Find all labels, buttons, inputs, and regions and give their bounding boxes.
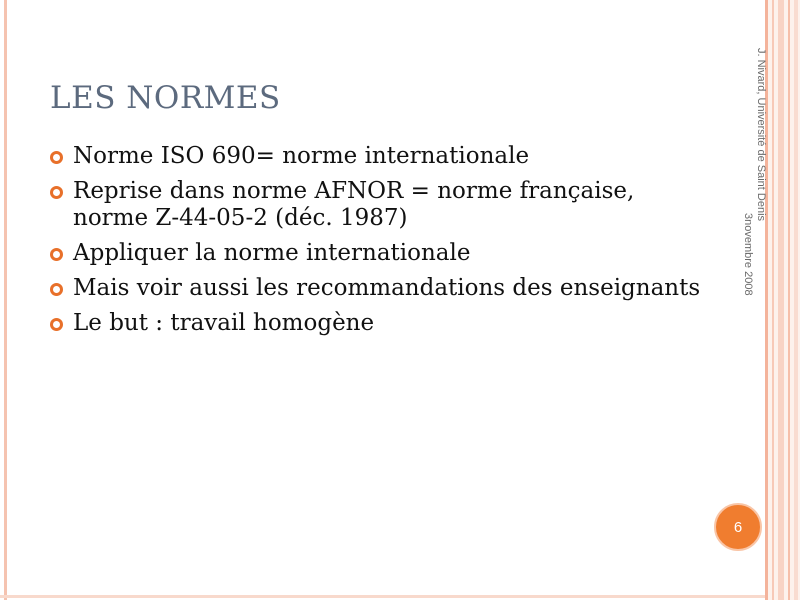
bullet-item — [50, 240, 710, 267]
hollow-circle-bullet-icon — [50, 283, 63, 296]
bullet-item — [50, 310, 710, 337]
bullet-item — [50, 178, 710, 232]
hollow-circle-bullet-icon — [50, 151, 63, 164]
bullet-list — [50, 143, 710, 345]
bullet-text: Appliquer la norme internationale — [73, 240, 471, 266]
hollow-circle-bullet-icon — [50, 186, 63, 199]
hollow-circle-bullet-icon — [50, 248, 63, 261]
decorative-stripe — [794, 0, 798, 600]
left-border-stripe — [4, 0, 7, 600]
bullet-text: Mais voir aussi les recommandations des enseignants — [73, 275, 701, 301]
bullet-text: Norme ISO 690= norme internationale — [73, 143, 530, 169]
footer-date-text: 3novembre 2008 — [742, 213, 754, 296]
decorative-stripe — [788, 0, 790, 600]
footer-author-text: J. Nivard, Université de Saint Denis — [755, 48, 767, 222]
page-number-badge: 6 — [714, 503, 762, 551]
bullet-text: Reprise dans norme AFNOR = norme française, norme Z-44-05-2 (déc. 1987) — [73, 178, 635, 231]
decorative-stripe — [778, 0, 784, 600]
decorative-stripe — [772, 0, 774, 600]
bullet-item — [50, 143, 710, 170]
bottom-border-stripe — [0, 595, 800, 598]
bullet-item — [50, 275, 710, 302]
hollow-circle-bullet-icon — [50, 318, 63, 331]
slide-title: LES NORMES — [50, 80, 281, 116]
bullet-text: Le but : travail homogène — [73, 310, 375, 336]
